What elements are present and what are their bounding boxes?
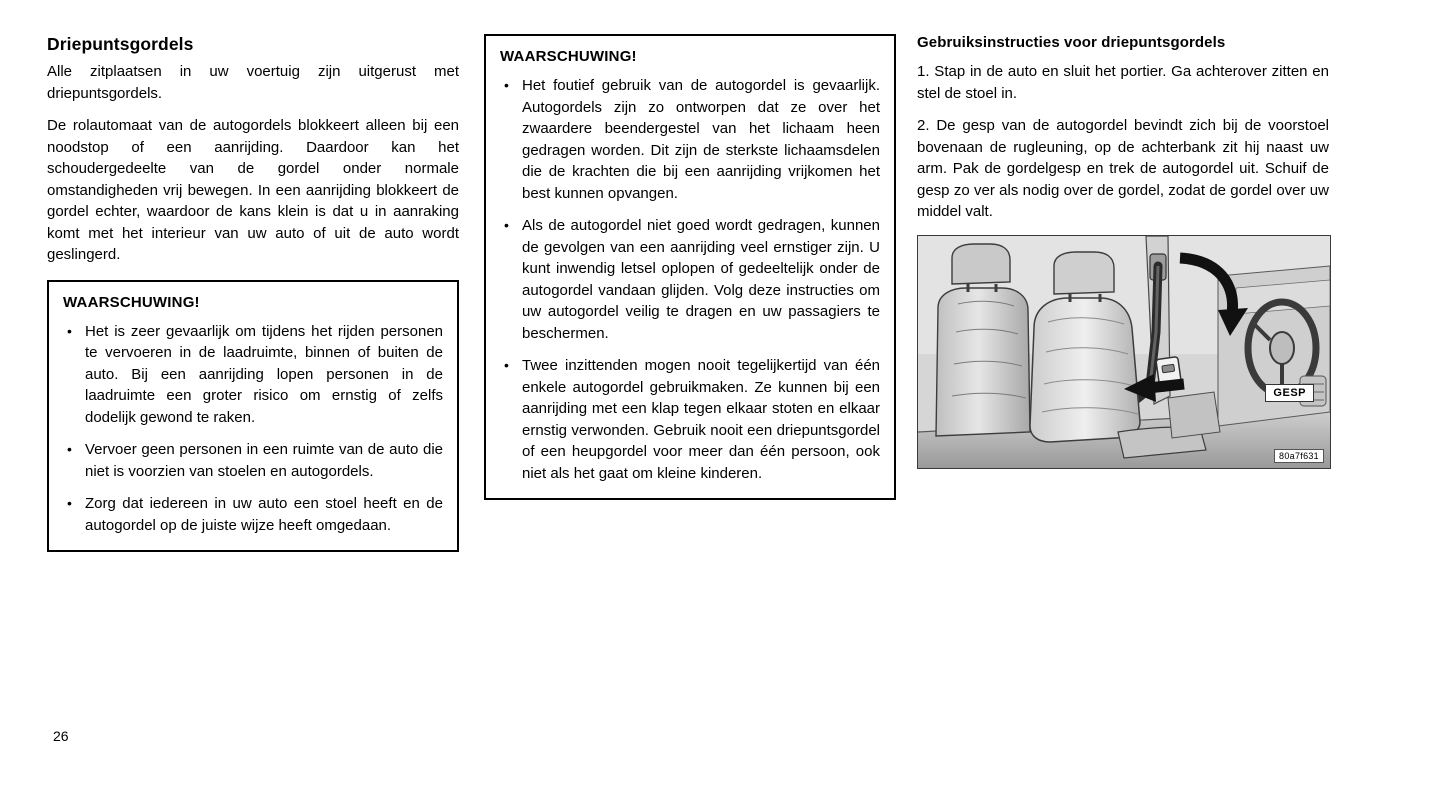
instruction-step-2: 2. De gesp van de autogordel bevindt zich bij de voorstoel bovenaan de rugleuning, op de achterbank zit hij naast uw arm. Pak de gordelgesp en trek de autogordel uit. Schuif de gesp zo ver als nodig over de gordel, zodat de gordel over uw middel valt. xyxy=(917,117,1329,220)
warning-box-middle xyxy=(484,34,896,500)
gesp-callout-label: GESP xyxy=(1265,384,1314,402)
middle-column xyxy=(484,34,896,500)
intro-paragraph-1: Alle zitplaatsen in uw voertuig zijn uitgerust met driepuntsgordels. xyxy=(47,63,459,102)
car-interior-drawing xyxy=(918,236,1330,468)
warning-box-left xyxy=(47,280,459,553)
page-title: Driepuntsgordels xyxy=(47,34,194,54)
intro-paragraph-2: De rolautomaat van de autogordels blokkeert alleen bij een noodstop of een aanrijding. Daardoor kan het schoudergedeelte van de gordel onder normale omstandigheden vrij bewegen. In een aanrijding blokkeert de gordel echter, waardoor de kans klein is dat u in aanraking komt met het interieur van uw auto of uit de auto wordt geslingerd. xyxy=(47,117,459,263)
left-column xyxy=(47,34,459,552)
list-item: • Twee inzittenden mogen nooit tegelijkertijd van één enkele autogordel gebruikmaken. Ze kunnen bij een aanrijding met een klap tegen elkaar stoten en elkaar ernstig verwonden. Gebruik nooit een driepuntsgordel of een heupgordel voor meer dan één persoon, ook niet als het gaat om kleine kinderen. xyxy=(500,355,880,484)
figure-caption: 80a7f631 xyxy=(1274,449,1324,463)
right-column xyxy=(917,34,1329,469)
list-item: • Als de autogordel niet goed wordt gedragen, kunnen de gevolgen van een aanrijding veel ernstiger zijn. U kunt inwendig letsel oplopen of gedeeltelijk onder de autogordel vandaan glijden. Volg deze instructies om uw autogordel veilig te dragen en uw passagiers te beschermen. xyxy=(500,215,880,344)
list-item: • Zorg dat iedereen in uw auto een stoel heeft en de autogordel op de juiste wijze heeft omgedaan. xyxy=(63,493,443,536)
warning-list xyxy=(63,321,443,537)
instructions-title: Gebruiksinstructies voor driepuntsgordels xyxy=(917,34,1226,51)
list-item: • Vervoer geen personen in een ruimte van de auto die niet is voorzien van stoelen en autogordels. xyxy=(63,439,443,482)
warning-title: WAARSCHUWING! xyxy=(500,48,637,65)
list-item: • Het is zeer gevaarlijk om tijdens het rijden personen te vervoeren in de laadruimte, binnen of buiten de auto. Bij een aanrijding lopen personen in de laadruimte een groter risico om ernstig of zelfs dodelijk gewond te raken. xyxy=(63,321,443,429)
warning-title: WAARSCHUWING! xyxy=(63,293,200,311)
page-number: 26 xyxy=(53,728,69,744)
list-item: • Het foutief gebruik van de autogordel is gevaarlijk. Autogordels zijn zo ontworpen dat ze over het zwaardere beendergestel van het lichaam heen gedragen worden. Dit zijn de sterkste lichaamsdelen die de krachten die bij een aanrijding vrijkomen het best kunnen opvangen. xyxy=(500,75,880,204)
warning-list xyxy=(500,75,880,484)
seatbelt-illustration xyxy=(917,235,1331,469)
instruction-step-1: 1. Stap in de auto en sluit het portier. Ga achterover zitten en stel de stoel in. xyxy=(917,63,1329,102)
